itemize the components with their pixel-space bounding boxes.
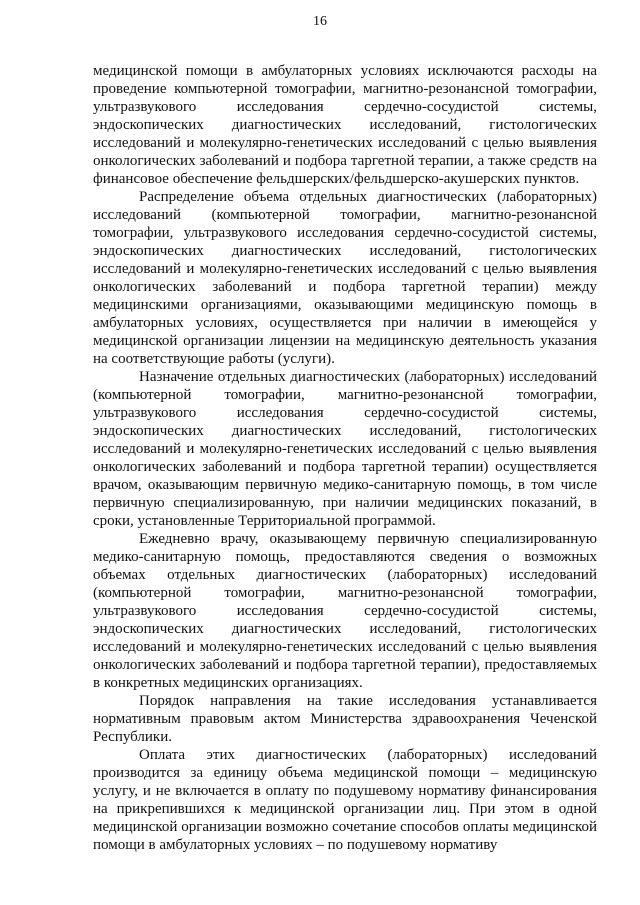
page-number: 16 bbox=[313, 14, 327, 29]
paragraph-payment: Оплата этих диагностических (лабораторных) исследований производится за единицу объема медицинской помощи – медицинскую услугу, и не включается в оплату по подушевому нормативу финансирования на прикрепившихся к медицинской организации лиц. При этом в одной медицинской организации возможно сочетание способов оплаты медицинской помощи в амбулаторных условиях – по подушевому нормативу bbox=[93, 747, 597, 853]
paragraph-prescription: Назначение отдельных диагностических (лабораторных) исследований (компьютерной томографии, магнитно-резонансной томографии, ультразвукового исследования сердечно-сосудистой системы, эндоскопических диагностических исследований, гистологических исследований и молекулярно-генетических исследований с целью выявления онкологических заболеваний и подбора таргетной терапии) осуществляется врачом, оказывающим первичную медико-санитарную помощь, в том числе первичную специализированную, при наличии медицинских показаний, в сроки, установленные Территориальной программой. bbox=[93, 369, 597, 529]
paragraph-daily-info: Ежедневно врачу, оказывающему первичную специализированную медико-санитарную помощь, предоставляются сведения о возможных объемах отдельных диагностических (лабораторных) исследований (компьютерной томографии, магнитно-резонансной томографии, ультразвукового исследования сердечно-сосудистой системы, эндоскопических диагностических исследований, гистологических исследований и молекулярно-генетических исследований с целью выявления онкологических заболеваний и подбора таргетной терапии), предоставляемых в конкретных медицинских организациях. bbox=[93, 531, 597, 691]
paragraph-continuation: медицинской помощи в амбулаторных условиях исключаются расходы на проведение компьютерной томографии, магнитно-резонансной томографии, ультразвукового исследования сердечно-сосудистой системы, эндоскопических диагностических исследований, гистологических исследований и молекулярно-генетических исследований с целью выявления онкологических заболеваний и подбора таргетной терапии, а также средств на финансовое обеспечение фельдшерских/фельдшерско-акушерских пунктов. bbox=[93, 63, 597, 187]
document-body bbox=[93, 62, 597, 854]
paragraph-referral-order: Порядок направления на такие исследования устанавливается нормативным правовым актом Министерства здравоохранения Чеченской Республики. bbox=[93, 693, 597, 745]
paragraph-distribution: Распределение объема отдельных диагностических (лабораторных) исследований (компьютерной томографии, магнитно-резонансной томографии, ультразвукового исследования сердечно-сосудистой системы, эндоскопических диагностических исследований, гистологических исследований и молекулярно-генетических исследований с целью выявления онкологических заболеваний и подбора таргетной терапии) между медицинскими организациями, оказывающими медицинскую помощь в амбулаторных условиях, осуществляется при наличии в имеющейся у медицинской организации лицензии на медицинскую деятельность указания на соответствующие работы (услуги). bbox=[93, 189, 597, 367]
